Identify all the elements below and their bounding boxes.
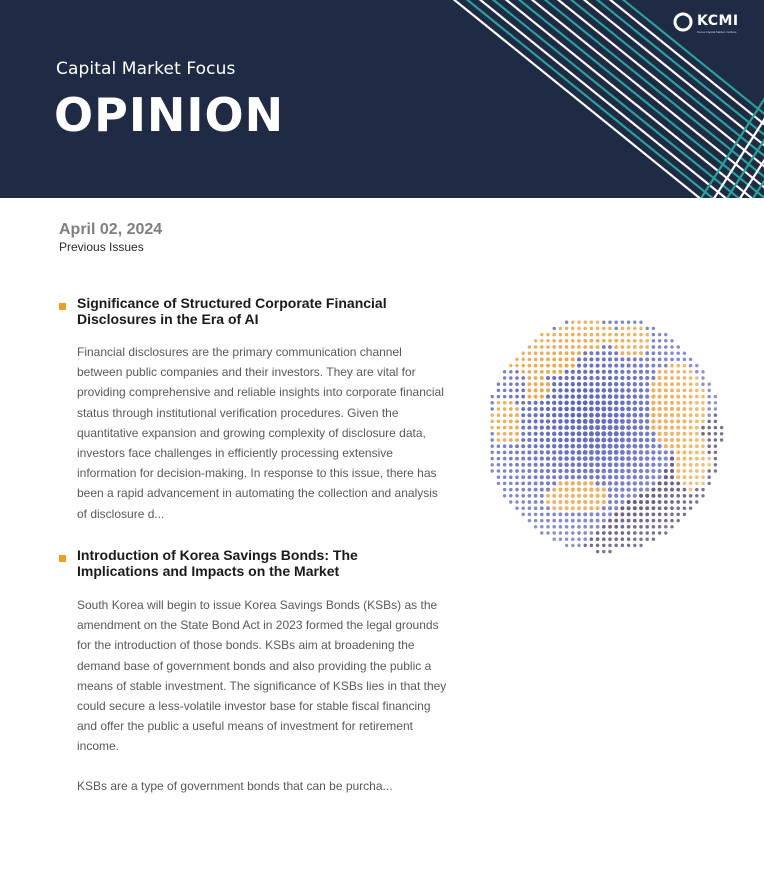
logo-tagline: Korea Capital Market Institute	[697, 30, 737, 34]
article-title[interactable]: Significance of Structured Corporate Financial Disclosures in the Era of AI	[77, 295, 387, 327]
issue-date: April 02, 2024	[59, 221, 163, 238]
logo-wordmark: KCMI	[697, 13, 739, 29]
article-summary: South Korea will begin to issue Korea Savings Bonds (KSBs) as the amendment on the State Bond Act in 2023 formed the legal grounds for the introduction of those bonds. KSBs aim at broadening the demand base of government bonds and also providing the public a means of stable investment. The significance of KSBs lies in that they could secure a less-volatile investor base for stable fiscal financing and offer the public a useful means of investment for retirement income.	[77, 598, 447, 754]
bullet-icon	[59, 303, 66, 310]
article-summary-continued: KSBs are a type of government bonds that can be purcha...	[77, 779, 393, 793]
bullet-icon	[59, 555, 66, 562]
article-title[interactable]: Introduction of Korea Savings Bonds: The Implications and Impacts on the Market	[77, 547, 358, 579]
header-banner	[0, 0, 764, 198]
kcmi-logo[interactable]	[673, 12, 739, 34]
dotted-globe-icon	[482, 312, 726, 556]
publication-title: OPINION	[54, 88, 285, 142]
previous-issues-link[interactable]: Previous Issues	[59, 240, 144, 254]
kcmi-logo-icon	[673, 12, 693, 32]
article-summary: Financial disclosures are the primary communication channel between public companies and their investors. They are vital for providing comprehensive and reliable insights into corporate financial status through institutional verification procedures. Given the quantitative expansion and growing complexity of disclosure data, investors face challenges in efficiently processing extensive information for decision-making. In response to this issue, there has been a rapid advancement in automating the collection and analysis of disclosure d...	[77, 345, 444, 521]
publication-series: Capital Market Focus	[56, 59, 236, 79]
